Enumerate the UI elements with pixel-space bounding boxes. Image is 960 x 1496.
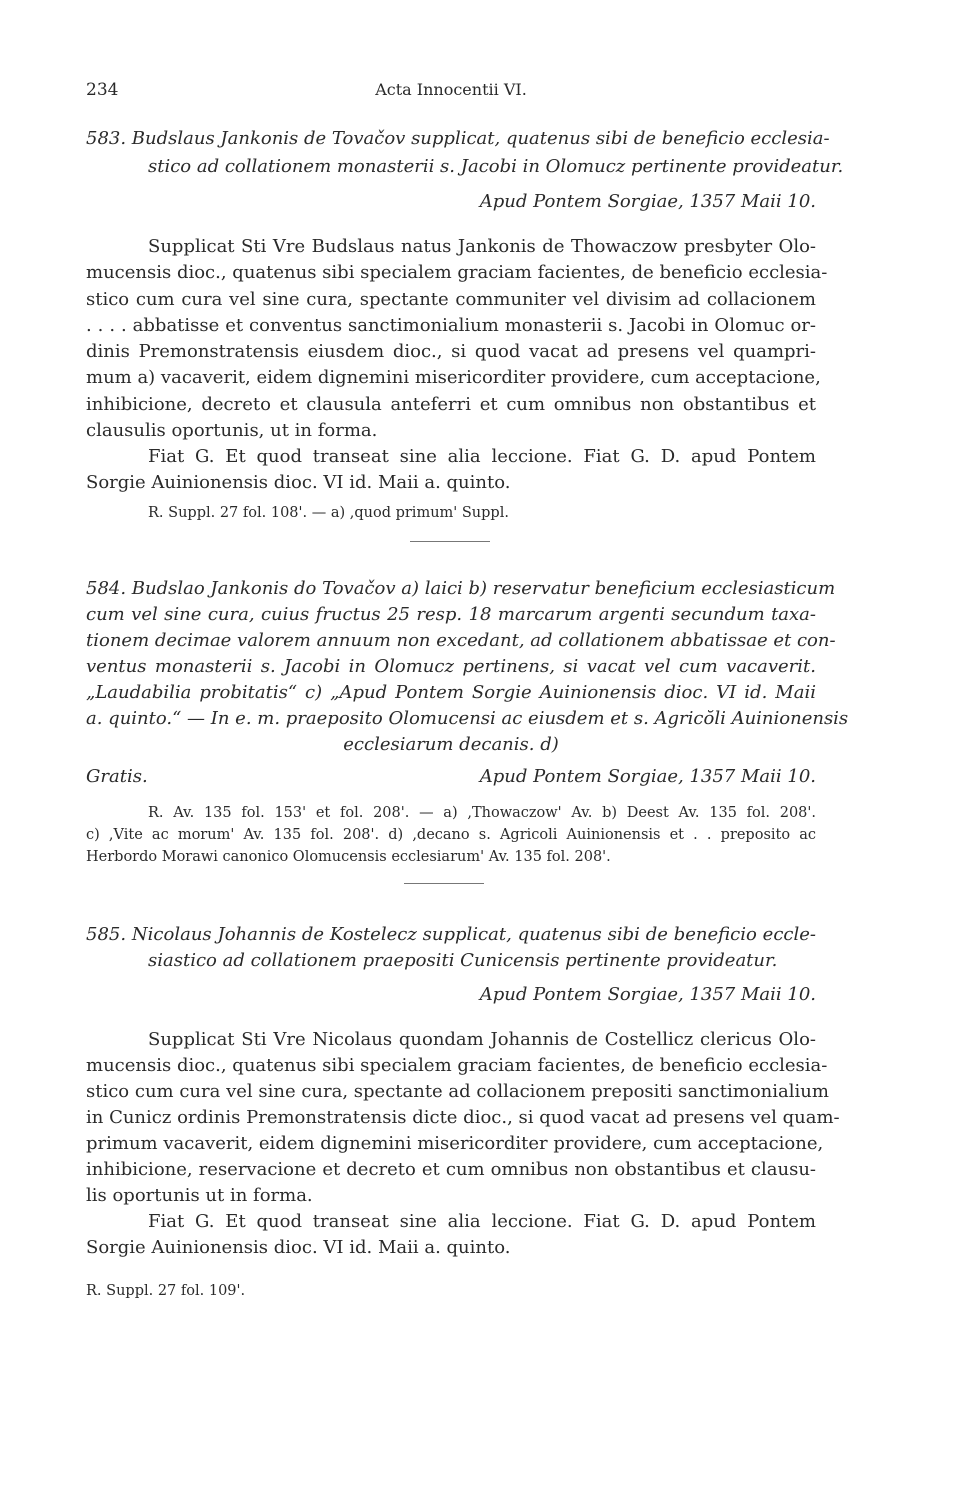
entry-584-heading: tionem decimae valorem annuum non excedant, ad collationem abbatissae et con- <box>86 630 836 651</box>
entry-585-footnote: R. Suppl. 27 fol. 109'. <box>86 1283 246 1299</box>
entry-583-date: Apud Pontem Sorgiae, 1357 Maii 10. <box>479 191 816 212</box>
entry-584-heading: „Laudabilia probitatis“ c) „Apud Pontem Sorgie Auinionensis dioc. VI id. Maii <box>86 682 816 703</box>
entry-583-heading: stico ad collationem monasterii s. Jacobi in Olomucz pertinente provideatur. <box>148 156 844 177</box>
entry-583-text: clausulis oportunis, ut in forma. <box>86 420 378 441</box>
entry-585-heading: 585. Nicolaus Johannis de Kostelecz supplicat, quatenus sibi de beneficio eccle- <box>86 924 816 945</box>
entry-583-footnote: R. Suppl. 27 fol. 108'. — a) ,quod primum' Suppl. <box>148 505 509 521</box>
entry-584-date: Apud Pontem Sorgiae, 1357 Maii 10. <box>479 766 816 787</box>
entry-585-text: in Cunicz ordinis Premonstratensis dicte dioc., si quod vacat ad presens vel quam- <box>86 1107 840 1128</box>
entry-583-text: mum a) vacaverit, eidem dignemini misericorditer providere, cum acceptacione, <box>86 367 821 388</box>
section-divider <box>410 541 490 542</box>
entry-583-heading: 583. Budslaus Jankonis de Tovačov supplicat, quatenus sibi de beneficio ecclesia- <box>86 128 830 149</box>
section-divider <box>404 883 484 884</box>
running-head <box>86 80 816 102</box>
entry-585-text: inhibicione, reservacione et decreto et cum omnibus non obstantibus et clausu- <box>86 1159 816 1180</box>
entry-584-footnote: Herbordo Morawi canonico Olomucensis ecclesiarum' Av. 135 fol. 208'. <box>86 849 611 865</box>
entry-585-text: Fiat G. Et quod transeat sine alia leccione. Fiat G. D. apud Pontem <box>148 1211 816 1232</box>
entry-585-text: stico cum cura vel sine cura, spectante ad collacionem prepositi sanctimonialium <box>86 1081 829 1102</box>
entry-584-heading: ecclesiarum decanis. d) <box>343 734 559 755</box>
entry-585-text: Sorgie Auinionensis dioc. VI id. Maii a. quinto. <box>86 1237 511 1258</box>
entry-584-footnote: c) ,Vite ac morum' Av. 135 fol. 208'. d) ,decano s. Agricoli Auinionensis et . . preposito ac <box>86 827 816 843</box>
entry-583-text: Supplicat Sti Vre Budslaus natus Jankonis de Thowaczow presbyter Olo- <box>148 236 816 257</box>
page-number: 234 <box>86 80 119 100</box>
entry-584-footnote: R. Av. 135 fol. 153' et fol. 208'. — a) ,Thowaczow' Av. b) Deest Av. 135 fol. 208'. <box>148 805 816 821</box>
entry-583-text: Sorgie Auinionensis dioc. VI id. Maii a. quinto. <box>86 472 511 493</box>
entry-584-gratis: Gratis. <box>86 766 148 787</box>
entry-583-text: . . . . abbatisse et conventus sanctimonialium monasterii s. Jacobi in Olomuc or- <box>86 315 816 336</box>
running-title: Acta Innocentii VI. <box>375 80 527 99</box>
entry-583-text: dinis Premonstratensis eiusdem dioc., si quod vacat ad presens vel quampri- <box>86 341 816 362</box>
entry-584-heading: 584. Budslao Jankonis do Tovačov a) laici b) reservatur beneficium ecclesiasticum <box>86 578 836 599</box>
entry-585-date: Apud Pontem Sorgiae, 1357 Maii 10. <box>479 984 816 1005</box>
entry-585-heading: siastico ad collationem praepositi Cunicensis pertinente provideatur. <box>148 950 778 971</box>
entry-583-text: inhibicione, decreto et clausula anteferri et cum omnibus non obstantibus et <box>86 394 816 415</box>
entry-583-text: mucensis dioc., quatenus sibi specialem graciam facientes, de beneficio ecclesia- <box>86 262 828 283</box>
entry-584-heading: a. quinto.“ — In e. m. praeposito Olomucensi ac eiusdem et s. Agricŏli Auinionensis <box>86 708 849 729</box>
entry-585-text: lis oportunis ut in forma. <box>86 1185 313 1206</box>
entry-585-text: primum vacaverit, eidem dignemini misericorditer providere, cum acceptacione, <box>86 1133 824 1154</box>
entry-583-text: stico cum cura vel sine cura, spectante communiter vel divisim ad collacionem <box>86 289 816 310</box>
entry-585-text: mucensis dioc., quatenus sibi specialem graciam facientes, de beneficio ecclesia- <box>86 1055 828 1076</box>
entry-584-heading: cum vel sine cura, cuius fructus 25 resp. 18 marcarum argenti secundum taxa- <box>86 604 816 625</box>
entry-585-text: Supplicat Sti Vre Nicolaus quondam Johannis de Costellicz clericus Olo- <box>148 1029 816 1050</box>
entry-584-heading: ventus monasterii s. Jacobi in Olomucz pertinens, si vacat vel cum vacaverit. <box>86 656 816 677</box>
entry-583-text: Fiat G. Et quod transeat sine alia leccione. Fiat G. D. apud Pontem <box>148 446 816 467</box>
